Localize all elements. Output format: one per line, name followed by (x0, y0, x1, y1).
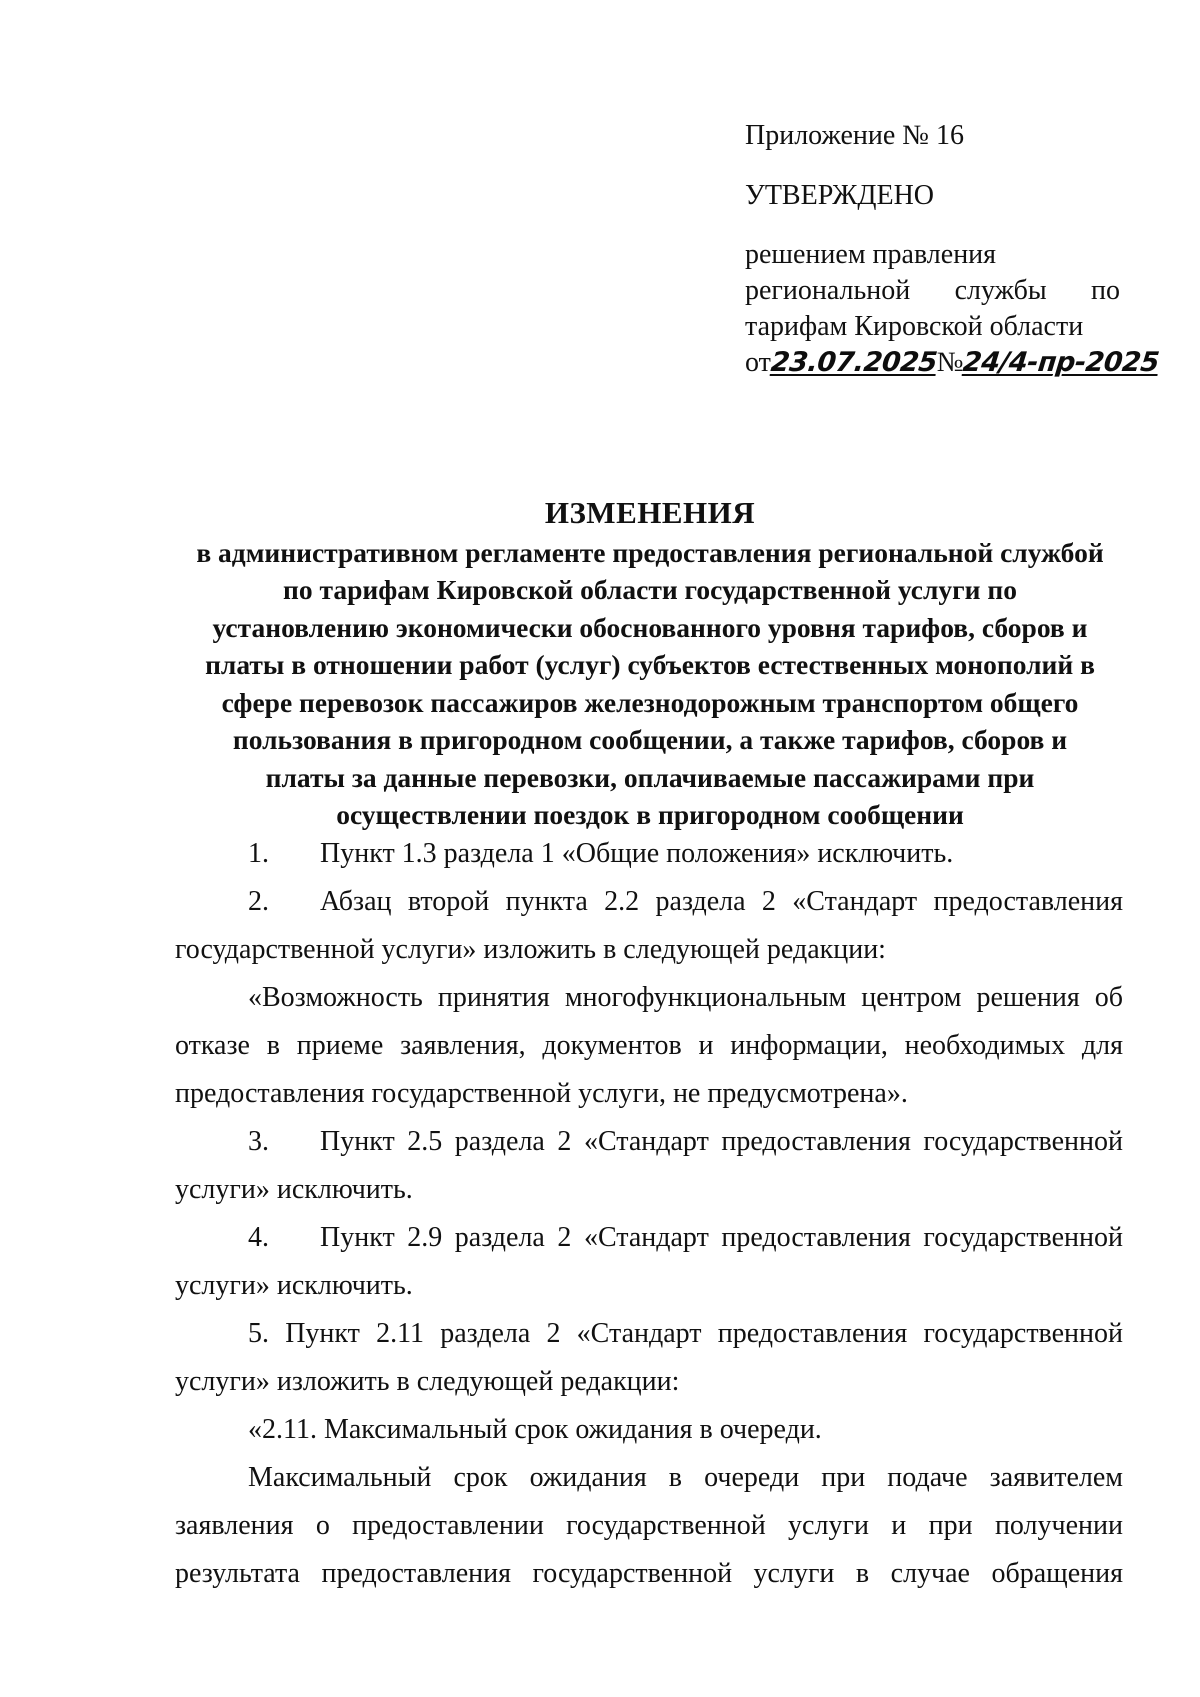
item-2 (175, 878, 1123, 974)
decision-word: региональной (745, 275, 911, 306)
subtitle-line: установлению экономически обоснованного уровня тарифов, сборов и (212, 611, 1088, 643)
item-number: 4. (248, 1222, 269, 1253)
handwritten-date: 23.07.2025 (769, 347, 939, 378)
decision-word: службы (954, 275, 1047, 306)
subtitle-line: сфере перевозок пассажиров железнодорожным транспортом общего (221, 686, 1079, 718)
approved-label: УТВЕРЖДЕНО (745, 180, 935, 211)
document-heading (170, 494, 1130, 834)
approval-block (745, 118, 1161, 381)
date-number-line (745, 345, 1161, 381)
item-text: Пункт 1.3 раздела 1 «Общие положения» исключить. (320, 838, 954, 869)
decision-line-2 (745, 273, 1120, 309)
item-5: 5. Пункт 2.11 раздела 2 «Стандарт предоставления государственной услуги» изложить в следующей редакции: (175, 1318, 1123, 1397)
subtitle-line: платы в отношении работ (услуг) субъектов естественных монополий в (205, 649, 1095, 680)
number-prefix: № (936, 347, 964, 378)
item-4 (175, 1214, 1123, 1310)
item-text: Абзац второй пункта 2.2 раздела 2 «Стандарт предоставления государственной услуги» изложить в следующей редакции: (175, 886, 1123, 965)
item-text: Пункт 2.5 раздела 2 «Стандарт предоставления государственной услуги» исключить. (175, 1126, 1123, 1205)
document-title: ИЗМЕНЕНИЯ (544, 495, 756, 530)
date-prefix: от (745, 347, 771, 378)
decision-line-1: решением правления (745, 239, 997, 270)
decision-word: по (1091, 275, 1120, 306)
appendix-label: Приложение № 16 (745, 120, 964, 151)
quote-heading: «2.11. Максимальный срок ожидания в очереди. (248, 1414, 822, 1445)
quote-paragraph: Максимальный срок ожидания в очереди при подаче заявителем заявления о предоставлении государственной услуги и при получении результата предоставления государственной услуги в случае обращения (175, 1462, 1123, 1589)
item-text: Пункт 2.9 раздела 2 «Стандарт предоставления государственной услуги» исключить. (175, 1222, 1123, 1301)
item-number: 1. (248, 838, 269, 869)
subtitle-line: платы за данные перевозки, оплачиваемые пассажирами при (265, 761, 1035, 793)
decision-line-3: тарифам Кировской области (745, 311, 1084, 342)
subtitle-line: в административном регламенте предоставления региональной службой (196, 536, 1104, 568)
subtitle-line: пользования в пригородном сообщении, а также тарифов, сборов и (232, 724, 1068, 755)
handwritten-number: 24/4-пр-2025 (961, 347, 1161, 378)
item-3 (175, 1118, 1123, 1214)
item-1 (175, 830, 1123, 878)
subtitle-line: осуществлении поездок в пригородном сообщении (336, 799, 964, 830)
quote-paragraph: «Возможность принятия многофункциональным центром решения об отказе в приеме заявления, документов и информации, необходимых для предоставления государственной услуги, не предусмотрена». (175, 982, 1123, 1109)
item-number: 3. (248, 1126, 269, 1157)
document-body (175, 830, 1123, 1598)
item-number: 2. (248, 886, 269, 917)
subtitle-line: по тарифам Кировской области государственной услуги по (283, 574, 1017, 605)
